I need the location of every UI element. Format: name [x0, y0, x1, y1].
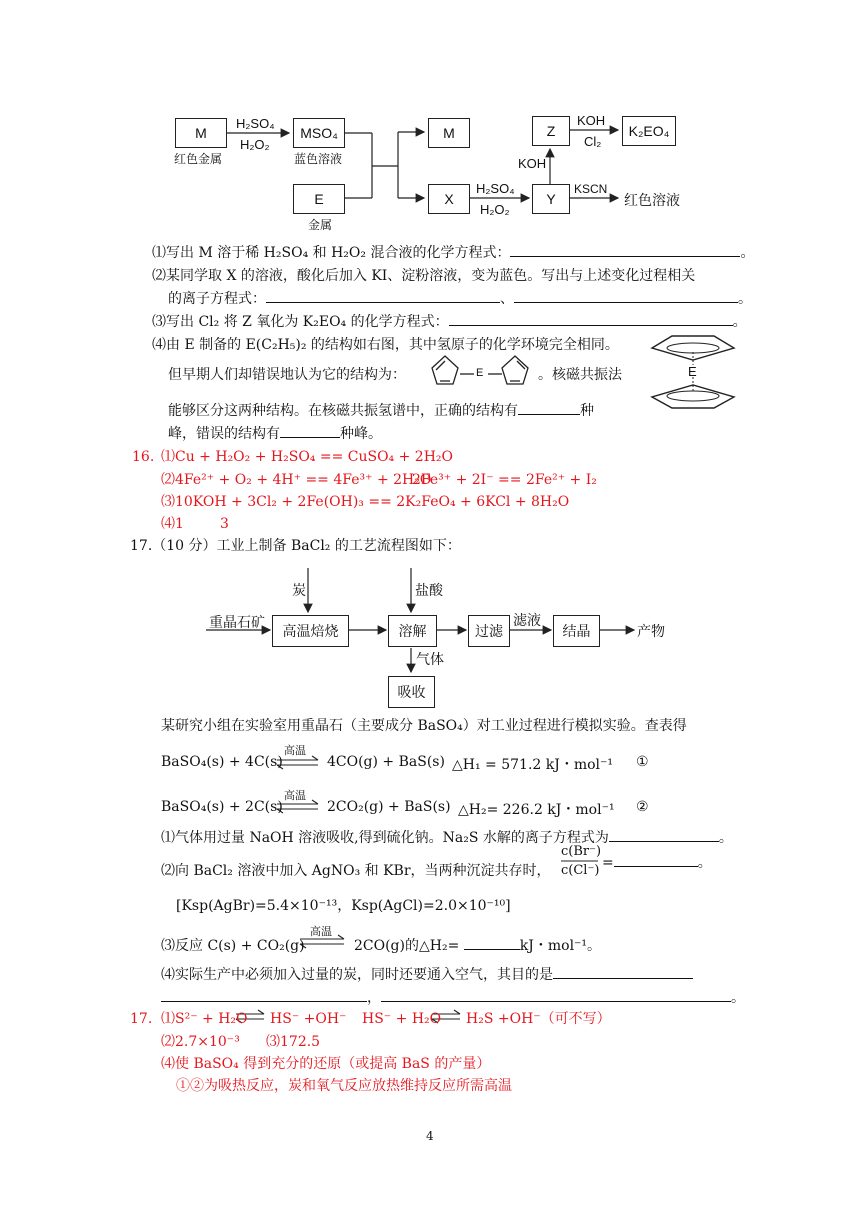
a17-num: 17. — [130, 1011, 153, 1027]
label-h2o2-1: H₂O₂ — [240, 137, 270, 152]
box-roast: 高温焙烧 — [272, 615, 349, 647]
label-h2so4-2: H₂SO₄ — [476, 181, 515, 196]
a17-1b: HS⁻ +OH⁻ — [270, 1011, 347, 1027]
eq2-right: 2CO₂(g) + BaS(s) — [327, 799, 451, 815]
q16-part2: ⑵某同学取 X 的溶液，酸化后加入 KI、淀粉溶液，变为蓝色。写出与上述变化过程相关 — [152, 268, 696, 284]
box-e: E — [293, 184, 345, 214]
eq2-dh: △H₂= 226.2 kJ・mol⁻¹ — [458, 802, 615, 818]
q16-part4-peaks: 峰，错误的结构有 种峰。 — [168, 426, 382, 442]
q17-intro: 某研究小组在实验室用重晶石（主要成分 BaSO₄）对工业过程进行模拟实验。查表得 — [161, 718, 687, 734]
ferrocene-e-label: E — [688, 364, 697, 379]
box-x: X — [428, 184, 470, 214]
q17-part4b: ， 。 — [161, 989, 745, 1007]
caption-blue-solution: 蓝色溶液 — [294, 152, 343, 166]
a16-4b: 3 — [220, 516, 229, 532]
wrong-structure-e: E — [476, 367, 484, 379]
q16-part2-eq: 的离子方程式： 、 。 — [168, 291, 752, 307]
box-mso4: MSO₄ — [293, 118, 345, 148]
a16-1: ⑴Cu + H₂O₂ + H₂SO₄ == CuSO₄ + 2H₂O — [161, 449, 454, 465]
a17-4: ⑷使 BaSO₄ 得到充分的还原（或提高 BaS 的产量） — [161, 1056, 491, 1072]
q16-part4: ⑷由 E 制备的 E(C₂H₅)₂ 的结构如右图，其中氢原子的化学环境完全相同。 — [152, 337, 619, 353]
a16-num: 16. — [132, 449, 155, 465]
label-kscn: KSCN — [574, 182, 608, 196]
q17-part2: ⑵向 BaCl₂ 溶液中加入 AgNO₃ 和 KBr，当两种沉淀共存时， — [161, 863, 551, 879]
a17-1d: H₂S +OH⁻（可不写） — [466, 1011, 611, 1027]
q17-part2-blank: = 。 — [602, 855, 712, 871]
frac-num: c(Br⁻) — [561, 844, 602, 859]
q17-part3-right: 2CO(g)的△H₂= kJ・mol⁻¹。 — [354, 938, 602, 954]
q16-part1: ⑴写出 M 溶于稀 H₂SO₄ 和 H₂O₂ 混合液的化学方程式： 。 — [152, 245, 755, 261]
flow-product: 产物 — [637, 623, 665, 639]
box-crystal: 结晶 — [553, 615, 600, 647]
label-koh-up: KOH — [518, 156, 547, 171]
eq1-left: BaSO₄(s) + 4C(s) — [161, 754, 283, 770]
eq2-left: BaSO₄(s) + 2C(s) — [161, 799, 283, 815]
q16-part3: ⑶写出 Cl₂ 将 Z 氧化为 K₂EO₄ 的化学方程式： 。 — [152, 314, 747, 330]
flow-gas: 气体 — [416, 651, 444, 667]
box-k2eo4: K₂EO₄ — [622, 116, 676, 146]
eq2-num: ② — [636, 799, 649, 815]
box-dissolve: 溶解 — [388, 615, 437, 647]
a17-5: ①②为吸热反应，炭和氧气反应放热维持反应所需高温 — [176, 1078, 512, 1094]
eq2-cond: 高温 — [284, 790, 306, 802]
eq1-right: 4CO(g) + BaS(s) — [327, 754, 445, 770]
a17-3: ⑶172.5 — [266, 1034, 321, 1050]
q17-title: 17.（10 分）工业上制备 BaCl₂ 的工艺流程图如下： — [130, 538, 461, 554]
eq1-dh: △H₁ = 571.2 kJ・mol⁻¹ — [452, 757, 614, 773]
flow-tan: 炭 — [292, 582, 306, 598]
eq1-cond: 高温 — [284, 745, 306, 757]
a16-4a: ⑷1 — [161, 516, 184, 532]
a17-2: ⑵2.7×10⁻³ — [161, 1034, 240, 1050]
box-y: Y — [532, 184, 570, 214]
a17-1a: ⑴S²⁻ + H₂O — [161, 1011, 248, 1027]
label-red-solution: 红色溶液 — [624, 192, 680, 208]
q17-part1: ⑴气体用过量 NaOH 溶液吸收,得到硫化钠。Na₂S 水解的离子方程式为 。 — [161, 830, 733, 846]
a16-2b: 2Fe³⁺ + 2I⁻ == 2Fe²⁺ + I₂ — [412, 472, 597, 488]
a16-2a: ⑵4Fe²⁺ + O₂ + 4H⁺ == 4Fe³⁺ + 2H₂O — [161, 472, 432, 488]
page-number: 4 — [426, 1129, 434, 1143]
box-absorb: 吸收 — [388, 676, 435, 708]
a16-3: ⑶10KOH + 3Cl₂ + 2Fe(OH)₃ == 2K₂FeO₄ + 6KCl + 8H₂O — [161, 494, 570, 510]
label-koh-right: KOH — [577, 113, 606, 128]
frac-den: c(Cl⁻) — [561, 863, 600, 878]
q17-part4: ⑷实际生产中必须加入过量的炭，同时还要通入空气，其目的是 — [161, 966, 693, 984]
caption-metal: 金属 — [308, 218, 333, 232]
box-m: M — [175, 118, 227, 148]
box-z: Z — [532, 116, 570, 146]
label-h2so4-1: H₂SO₄ — [236, 116, 275, 131]
label-cl2: Cl₂ — [584, 134, 602, 149]
q16-part4-nmr: 能够区分这两种结构。在核磁共振氢谱中，正确的结构有 种 — [168, 403, 594, 419]
caption-red-metal: 红色金属 — [174, 152, 223, 166]
eq1-num: ① — [636, 754, 649, 770]
q16-part4-wrong-post: 。核磁共振法 — [538, 367, 622, 383]
box-m2: M — [428, 118, 470, 148]
flow-ore: 重晶石矿 — [209, 614, 265, 630]
label-h2o2-2: H₂O₂ — [480, 202, 510, 217]
box-filter: 过滤 — [468, 615, 510, 647]
q16-part4-wrong-pre: 但早期人们却错误地认为它的结构为： — [168, 367, 406, 383]
flow-filtrate: 滤液 — [513, 612, 541, 628]
q17-ksp: [Ksp(AgBr)=5.4×10⁻¹³，Ksp(AgCl)=2.0×10⁻¹⁰] — [176, 898, 511, 914]
a17-1c: HS⁻ + H₂O — [362, 1011, 442, 1027]
q17-part3-left: ⑶反应 C(s) + CO₂(g) — [161, 938, 305, 954]
flow-hcl: 盐酸 — [415, 582, 443, 598]
q17-part3-cond: 高温 — [310, 926, 332, 938]
